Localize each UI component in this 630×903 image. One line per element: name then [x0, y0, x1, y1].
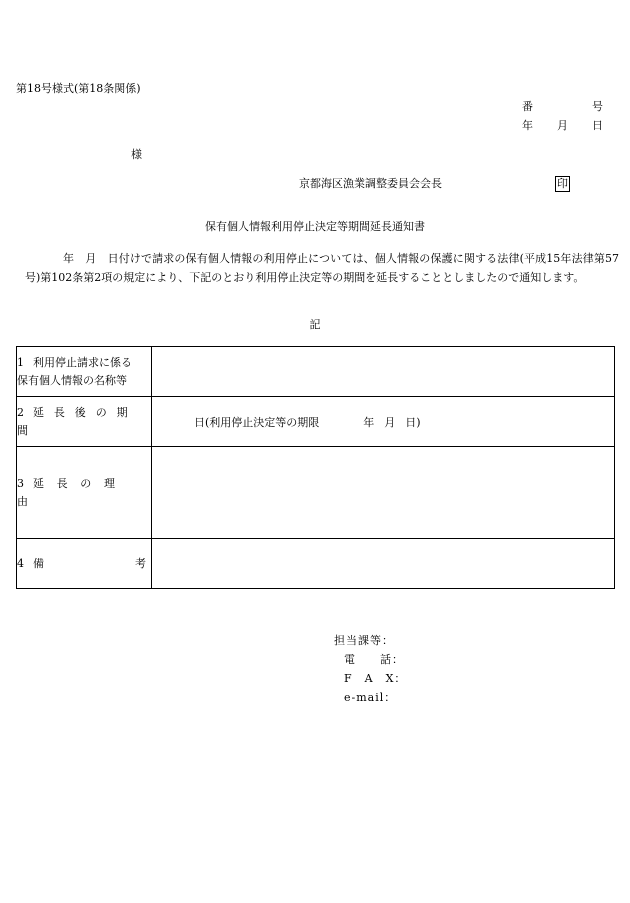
item-number: 1 [17, 355, 24, 369]
item-value-remarks[interactable] [152, 539, 615, 589]
addressee-suffix: 様 [131, 148, 142, 161]
contact-phone: 電 話： [344, 653, 404, 666]
seal-stamp: 印 [557, 177, 568, 190]
notice-body-text: 年 月 日付けで請求の保有個人情報の利用停止については、個人情報の保護に関する法律(平成15年法律第57号)第102条第2項の規定により、下記のとおり利用停止決定等の期間を延長することとしましたので通知します。 [25, 252, 619, 284]
document-title: 保有個人情報利用停止決定等期間延長通知書 [205, 220, 425, 233]
sender-name: 京都海区漁業調整委員会会長 [299, 177, 442, 190]
item-number: 4 [17, 556, 24, 570]
contact-department: 担当課等： [334, 634, 394, 647]
contact-email: e-mail： [344, 691, 397, 704]
item-number: 2 [17, 405, 24, 419]
item-label-extended-period [17, 397, 152, 447]
item-label-text: 延長の理由 [17, 476, 128, 508]
table-row [17, 447, 615, 539]
document-number-suffix: 号 [592, 100, 603, 113]
date-year-label: 年 [522, 119, 533, 132]
item-label-text-b: 考 [135, 556, 146, 570]
item-label-extension-reason [17, 447, 152, 539]
item-label-line2: 保有個人情報の名称等 [17, 373, 127, 387]
ki-heading: 記 [309, 318, 321, 331]
contact-block [334, 631, 406, 707]
period-month-label: 月 [384, 415, 396, 429]
item-label-line1: 利用停止請求に係る [33, 355, 132, 369]
date-month-label: 月 [557, 119, 568, 132]
table-row [17, 347, 615, 397]
item-label-target-info [17, 347, 152, 397]
contact-fax: F A X： [344, 672, 407, 685]
item-label-remarks [17, 539, 152, 589]
date-day-label: 日 [592, 119, 603, 132]
period-year-label: 年 [363, 415, 375, 429]
period-day-text: 日(利用停止決定等の期限 [194, 415, 320, 429]
item-value-extended-period[interactable] [152, 397, 615, 447]
item-value-extension-reason[interactable] [152, 447, 615, 539]
document-number-label: 番 [522, 100, 533, 113]
table-row [17, 397, 615, 447]
form-number: 第18号様式(第18条関係) [16, 82, 141, 95]
item-number: 3 [17, 476, 24, 490]
details-table [16, 346, 615, 589]
table-row [17, 539, 615, 589]
period-end-text: 日) [405, 415, 421, 429]
item-label-text-a: 備 [33, 556, 44, 570]
item-label-text: 延長後の期間 [17, 405, 138, 437]
item-value-target-info[interactable] [152, 347, 615, 397]
